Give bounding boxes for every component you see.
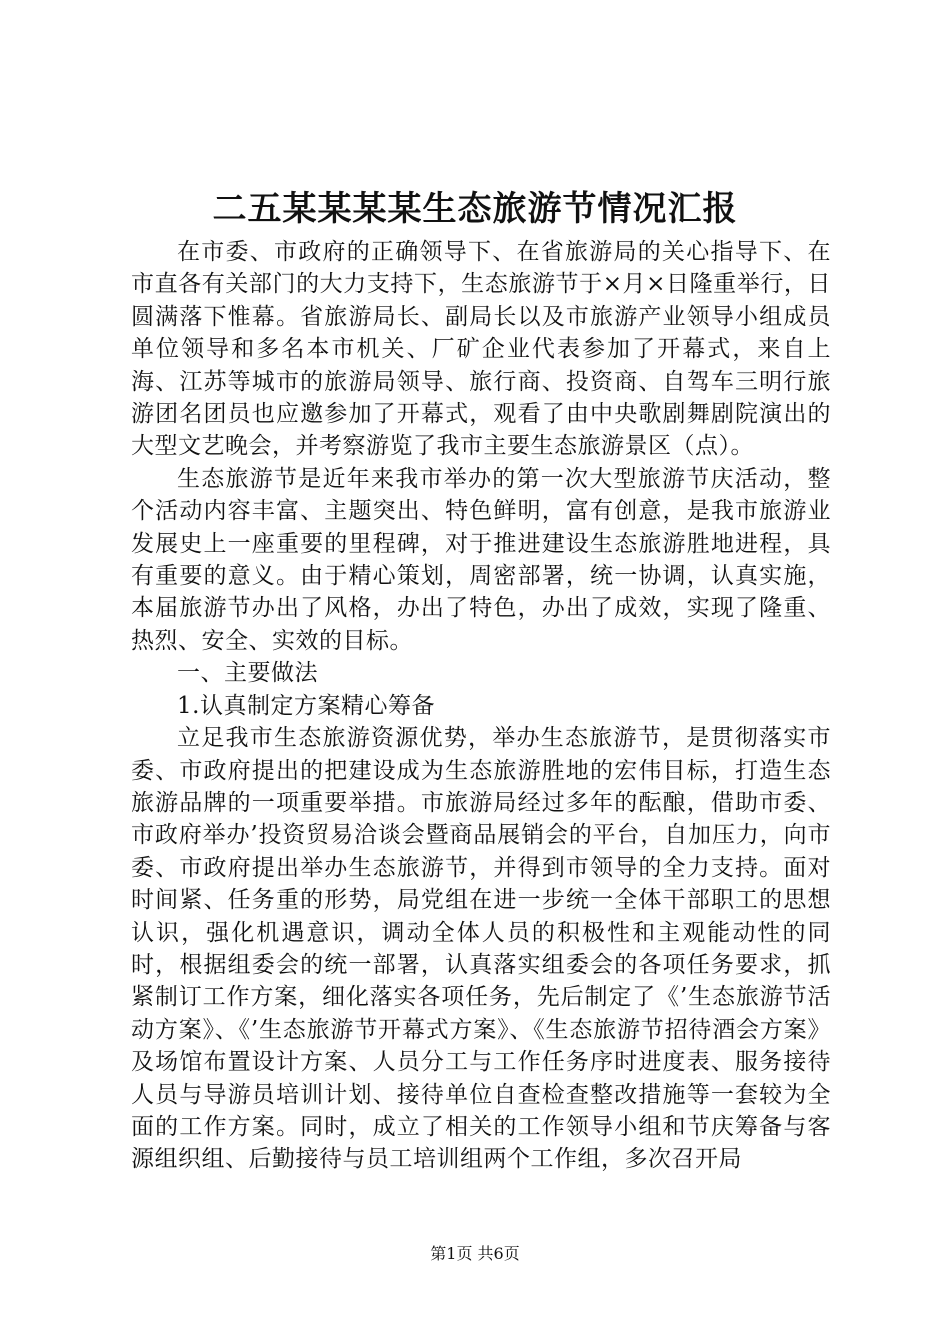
subsection-heading: 1.认真制定方案精心筹备: [177, 692, 435, 719]
section-heading: 一、主要做法: [177, 660, 318, 687]
paragraph-planning: 立足我市生态旅游资源优势，举办生态旅游节，是贯彻落实市委、市政府提出的把建设成为生态旅游胜地的宏伟目标，打造生态旅游品牌的一项重要举措。市旅游局经过多年的酝酿，借助市委、市政府举办’投资贸易洽谈会暨商品展销会的平台，自加压力，向市委、市政府提出举办生态旅游节，并得到市领导的全力支持。面对时间紧、任务重的形势，局党组在进一步统一全体干部职工的思想认识，强化机遇意识，调动全体人员的积极性和主观能动性的同时，根据组委会的统一部署，认真落实组委会的各项任务要求，抓紧制订工作方案，细化落实各项任务，先后制定了《’生态旅游节活动方案》、《’生态旅游节开幕式方案》、《生态旅游节招待酒会方案》及场馆布置设计方案、人员分工与工作任务序时进度表、服务接待人员与导游员培训计划、接待单位自查检查整改措施等一套较为全面的工作方案。同时，成立了相关的工作领导小组和节庆筹备与客源组织组、后勤接待与员工培训组两个工作组，多次召开局: [131, 725, 831, 1173]
paragraph-intro: 在市委、市政府的正确领导下、在省旅游局的关心指导下、在市直各有关部门的大力支持下，生态旅游节于×月×日隆重举行，日圆满落下惟幕。省旅游局长、副局长以及市旅游产业领导小组成员单位领导和多名本市机关、厂矿企业代表参加了开幕式，来自上海、江苏等城市的旅游局领导、旅行商、投资商、自驾车三明行旅游团名团员也应邀参加了开幕式，观看了由中央歌剧舞剧院演出的大型文艺晚会，并考察游览了我市主要生态旅游景区（点）。: [131, 239, 831, 460]
document-title: 二五某某某某生态旅游节情况汇报: [212, 189, 738, 229]
paragraph-significance: 生态旅游节是近年来我市举办的第一次大型旅游节庆活动，整个活动内容丰富、主题突出、特色鲜明，富有创意，是我市旅游业发展史上一座重要的里程碑，对于推进建设生态旅游胜地进程，具有重要的意义。由于精心策划，周密部署，统一协调，认真实施，本届旅游节办出了风格，办出了特色，办出了成效，实现了隆重、热烈、安全、实效的目标。: [131, 465, 831, 654]
document-body: [131, 236, 831, 1176]
page-number: 第1页 共6页: [430, 1244, 520, 1263]
